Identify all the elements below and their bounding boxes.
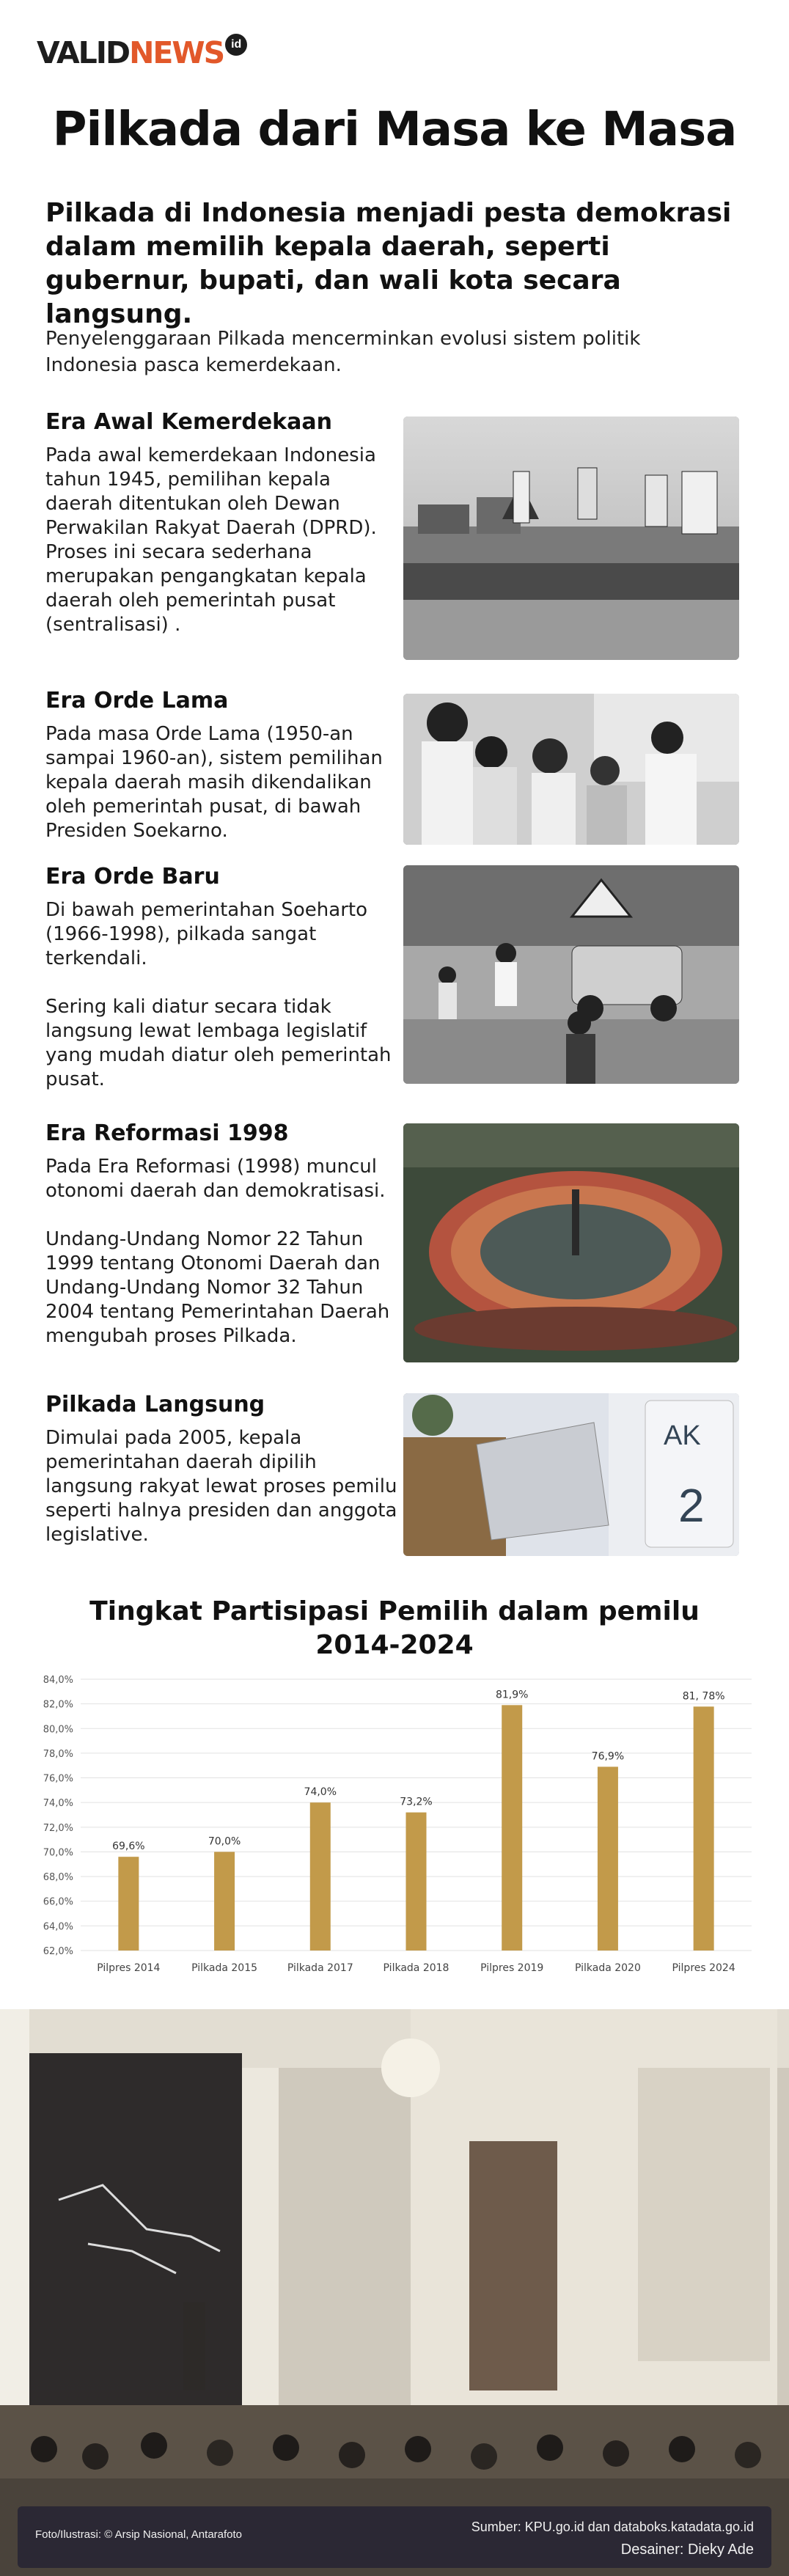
era-text: Pada awal kemerdekaan Indonesia tahun 1945, pemilihan kepala daerah ditentukan oleh Dewan Perwakilan Rakyat Daerah (DPRD). Proses ini secara sederhana merupakan pengangkatan kepala daerah oleh pemerintah pusat (sentralisasi) . (45, 444, 377, 636)
era-title: Era Orde Lama (45, 688, 229, 713)
footer-bar (18, 2506, 771, 2568)
bar-value-label: 69,6% (112, 1841, 145, 1853)
bar-value-label: 74,0% (304, 1786, 337, 1799)
y-tick-label: 84,0% (43, 1675, 73, 1686)
bar (694, 1706, 714, 1951)
x-tick-label: Pilkada 2015 (191, 1962, 258, 1974)
brand-valid: VALID (37, 35, 130, 70)
photo-direct-election (403, 1393, 739, 1556)
era-title: Era Reformasi 1998 (45, 1120, 289, 1146)
page-title: Pilkada dari Masa ke Masa (52, 103, 737, 157)
chart-title: Tingkat Partisipasi Pemilih dalam pemilu 2014-2024 (89, 1596, 700, 1660)
era-section (45, 688, 397, 843)
era-section (45, 1392, 397, 1547)
ballot-box-number: 2 (678, 1479, 705, 1532)
x-tick-label: Pilpres 2019 (480, 1962, 544, 1974)
intro-text: Penyelenggaraan Pilkada mencerminkan evolusi sistem politik Indonesia pasca kemerdekaan. (45, 328, 641, 376)
photo-credit: Foto/Ilustrasi: © Arsip Nasional, Antarafoto (35, 2528, 243, 2541)
x-tick-label: Pilkada 2017 (287, 1962, 353, 1974)
bar-value-label: 81,9% (495, 1689, 529, 1701)
era-text: Di bawah pemerintahan Soeharto (1966-1998), pilkada sangat terkendali. Sering kali diatur secara tidak langsung lewat lembaga legislatif yang mudah diatur oleh pemerintah pusat. (45, 899, 392, 1090)
era-text: Pada masa Orde Lama (1950-an sampai 1960-an), sistem pemilihan kepala daerah masih dikendalikan oleh pemerintah pusat, di bawah Presiden Soekarno. (45, 723, 383, 842)
era-title: Era Awal Kemerdekaan (45, 409, 332, 435)
era-title: Era Orde Baru (45, 864, 220, 889)
y-tick-label: 76,0% (43, 1773, 73, 1785)
era-section (45, 864, 397, 1092)
brand-news: NEWS (129, 35, 224, 70)
lead-text: Pilkada di Indonesia menjadi pesta demokrasi dalam memilih kepala daerah, seperti gubernur, bupati, dan wali kota secara langsung. (45, 198, 732, 329)
y-tick-label: 74,0% (43, 1798, 73, 1810)
photo-early-independence (403, 417, 739, 660)
bar (502, 1705, 522, 1951)
photo-archive-hall (0, 2009, 789, 2576)
bar (310, 1802, 331, 1951)
x-tick-label: Pilkada 2020 (574, 1962, 641, 1974)
data-source: Sumber: KPU.go.id dan databoks.katadata.go.id (471, 2520, 754, 2534)
ballot-box-label: AK (664, 1420, 701, 1451)
x-tick-label: Pilpres 2024 (672, 1962, 735, 1974)
y-tick-label: 62,0% (43, 1946, 73, 1957)
brand-logo[interactable] (37, 35, 247, 70)
brand-id-badge: id (225, 34, 247, 56)
era-section (45, 1120, 397, 1348)
bar-value-label: 70,0% (208, 1835, 241, 1848)
y-tick-label: 66,0% (43, 1896, 73, 1908)
bar (214, 1852, 235, 1951)
y-tick-label: 70,0% (43, 1847, 73, 1859)
photo-new-order (403, 865, 739, 1084)
era-text: Pada Era Reformasi (1998) muncul otonomi daerah dan demokratisasi. Undang-Undang Nomor 22 Tahun 1999 tentang Otonomi Daerah dan Undang-Undang Nomor 32 Tahun 2004 tentang Pemerintahan Daerah mengubah proses Pilkada. (45, 1156, 390, 1347)
x-tick-label: Pilkada 2018 (383, 1962, 449, 1974)
designer-credit: Desainer: Dieky Ade (620, 2542, 754, 2558)
bar-value-label: 76,9% (591, 1750, 625, 1763)
y-tick-label: 64,0% (43, 1921, 73, 1933)
y-tick-label: 80,0% (43, 1724, 73, 1736)
y-tick-label: 82,0% (43, 1699, 73, 1711)
bar-value-label: 81, 78% (682, 1690, 725, 1703)
x-tick-label: Pilpres 2014 (97, 1962, 161, 1974)
bar-value-label: 73,2% (400, 1796, 433, 1808)
era-title: Pilkada Langsung (45, 1392, 265, 1417)
bar (406, 1813, 427, 1951)
participation-bar-chart (29, 1665, 763, 1987)
era-text: Dimulai pada 2005, kepala pemerintahan daerah dipilih langsung rakyat lewat proses pemilu seperti halnya presiden dan anggota legislative. (45, 1427, 397, 1546)
bar (118, 1857, 139, 1951)
y-tick-label: 68,0% (43, 1872, 73, 1884)
photo-reform-era (403, 1123, 739, 1362)
bar (598, 1766, 618, 1951)
y-tick-label: 78,0% (43, 1748, 73, 1760)
era-section (45, 409, 397, 637)
photo-old-order (403, 694, 739, 845)
y-tick-label: 72,0% (43, 1822, 73, 1834)
